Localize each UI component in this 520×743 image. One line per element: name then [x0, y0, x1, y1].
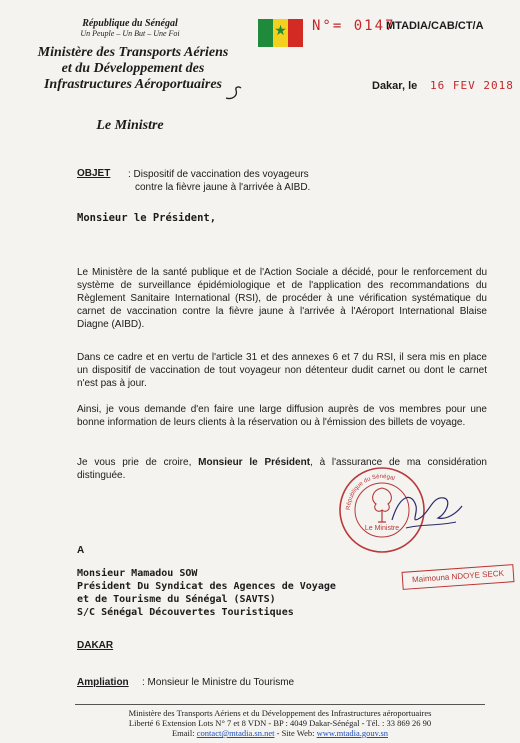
- footer-line-1: Ministère des Transports Aériens et du Développement des Infrastructures aéroportuaires: [128, 708, 432, 718]
- seal-center-text: Le Ministre: [364, 525, 400, 532]
- subject-line-1: : Dispositif de vaccination des voyageurs: [128, 169, 309, 180]
- republic-name: République du Sénégal: [82, 18, 178, 29]
- signatory-name-stamp: Maimouna NDOYE SECK: [402, 564, 515, 590]
- recipient-block: [77, 567, 407, 619]
- email-link[interactable]: contact@mtadia.sn.net: [196, 728, 275, 738]
- footer-line-3: [60, 728, 500, 738]
- recipient-title-1: Président Du Syndicat des Agences de Voyage: [77, 581, 336, 592]
- ampliation-label: Ampliation: [77, 677, 129, 688]
- star-icon: ★: [274, 24, 287, 39]
- body-paragraph-1: Le Ministère de la santé publique et de l'Action Sociale a décidé, pour le renforcement du système de surveillance épidémiologique et de l'application des recommandations du Règlement Sanitaire International (RSI), de procéder à une vérification systématique du carnet de vaccination contre la fièvre jaune à l'arrivée à l'Aéroport International Blaise Diagne (AIBD).: [77, 267, 487, 330]
- closing-addressee: Monsieur le Président: [198, 457, 311, 468]
- recipient-care-of: S/C Sénégal Découvertes Touristiques: [77, 607, 294, 618]
- ministry-line-1: Ministère des Transports Aériens: [37, 45, 229, 60]
- recipient-city: DAKAR: [77, 640, 114, 651]
- subject-text: [128, 168, 348, 194]
- ministry-name: [18, 45, 248, 93]
- salutation: Monsieur le Président,: [77, 212, 217, 224]
- body-paragraph-3: Ainsi, je vous demande d'en faire une large diffusion auprès de vos membres pour une bonne information de leurs clients à la réservation ou à l'émission des billets de voyage.: [77, 404, 487, 428]
- recipient-title-2: et de Tourisme du Sénégal (SAVTS): [77, 594, 276, 605]
- reference-code: MTADIA/CAB/CT/A: [386, 20, 484, 32]
- senegal-flag-icon: [258, 19, 303, 47]
- body-paragraph-2: Dans ce cadre et en vertu de l'article 31 et des annexes 6 et 7 du RSI, il sera mis en place un dispositif de vaccination de tout voyageur non détenteur dudit carnet ou dont le carnet n'est pas à jour.: [77, 352, 487, 389]
- date-stamp: 16 FEV 2018: [430, 79, 514, 92]
- closing-text-start: Je vous prie de croire,: [77, 457, 199, 468]
- national-motto: Un Peuple – Un But – Une Foi: [80, 29, 180, 38]
- flourish-mark: [224, 86, 244, 100]
- seal-ring-text: République du Sénégal: [345, 473, 396, 511]
- subject-label: OBJET: [77, 168, 111, 179]
- recipient-prefix: A: [77, 545, 85, 556]
- subject-line-2: contre la fièvre jaune à l'arrivée à AIBD.: [135, 182, 311, 193]
- website-link[interactable]: www.mtadia.gouv.sn: [316, 728, 388, 738]
- handwritten-signature: [386, 484, 466, 536]
- ampliation-text: : Monsieur le Ministre du Tourisme: [142, 677, 295, 688]
- footer-line-2: Liberté 6 Extension Lots N° 7 et 8 VDN - BP : 4049 Dakar-Sénégal - Tél. : 33 869 26 90: [128, 718, 432, 728]
- ministry-line-2: et du Développement des: [61, 61, 205, 76]
- reference-number-stamp: N°= 0147: [312, 18, 396, 34]
- site-label: - Site Web:: [274, 728, 317, 738]
- place-label: Dakar, le: [372, 80, 418, 92]
- email-label: Email:: [171, 728, 197, 738]
- footer-divider: [75, 704, 485, 705]
- minister-title: Le Ministre: [96, 118, 164, 133]
- closing-text-end: , à l'assurance de ma considération distinguée.: [77, 457, 487, 481]
- footer: [60, 708, 500, 738]
- ministry-line-3: Infrastructures Aéroportuaires: [43, 77, 223, 92]
- recipient-name: Monsieur Mamadou SOW: [77, 568, 198, 579]
